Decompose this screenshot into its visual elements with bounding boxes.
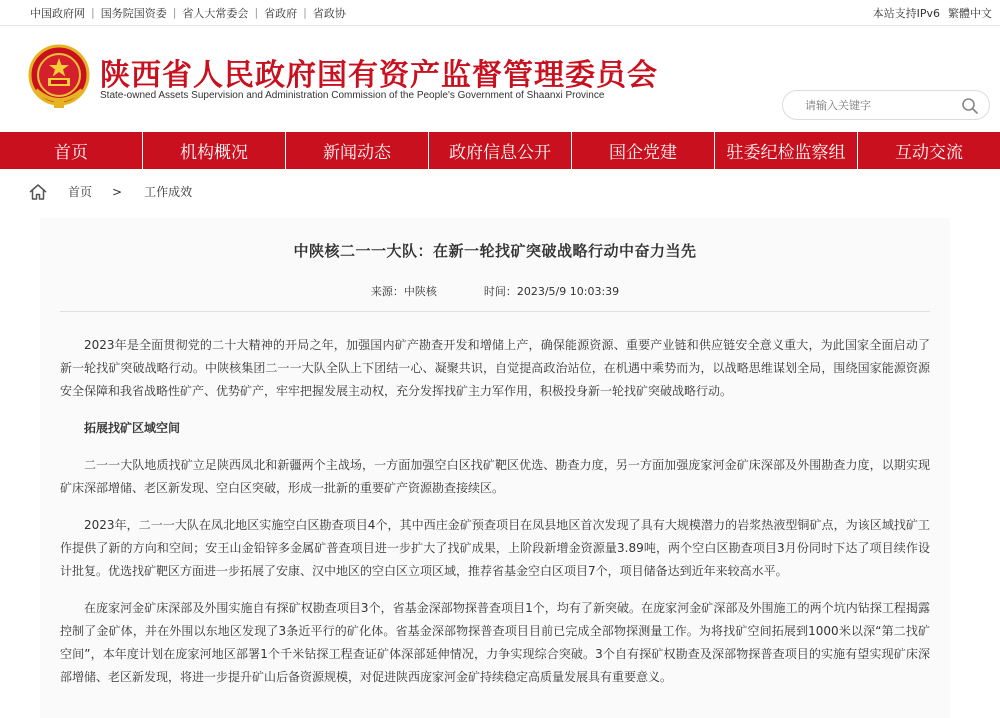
divider: |: [91, 6, 95, 19]
nav-organization[interactable]: 机构概况: [142, 132, 285, 169]
site-header: [0, 26, 1000, 130]
simplified-chinese-link[interactable]: 中文: [970, 6, 992, 20]
source-label: 来源：: [370, 285, 404, 298]
search-icon[interactable]: [961, 97, 979, 115]
breadcrumb: [0, 169, 1000, 214]
article-title: 中陕核二一一大队：在新一轮找矿突破战略行动中奋力当先: [293, 242, 697, 260]
traditional-chinese-link[interactable]: 繁體: [948, 6, 970, 20]
time-label: 时间：: [483, 285, 517, 298]
breadcrumb-current[interactable]: 工作成效: [144, 185, 193, 199]
national-emblem-icon: [28, 44, 90, 110]
site-subtitle-en: State-owned Assets Supervision and Administration Commission of the People's Government of Shaanxi Province: [100, 90, 605, 101]
top-link-npc[interactable]: 省人大常委会: [182, 6, 249, 20]
article-meta: [60, 283, 930, 312]
top-link-sasac[interactable]: 国务院国资委: [100, 6, 167, 20]
nav-interaction[interactable]: 互动交流: [857, 132, 1000, 169]
home-icon: [28, 182, 48, 202]
breadcrumb-home[interactable]: 首页: [68, 185, 93, 199]
divider: |: [254, 6, 259, 19]
site-title: 陕西省人民政府国有资产监督管理委员会: [100, 58, 658, 93]
nav-gov-info[interactable]: 政府信息公开: [428, 132, 571, 169]
top-link-cppcc[interactable]: 省政协: [312, 6, 346, 20]
divider: |: [172, 6, 177, 19]
nav-news[interactable]: 新闻动态: [285, 132, 428, 169]
source-value: 中陕核: [403, 285, 437, 298]
nav-discipline[interactable]: 驻委纪检监察组: [714, 132, 857, 169]
time-value: 2023/5/9 10:03:39: [516, 285, 620, 298]
article-paragraph: 在庞家河金矿床深部及外围实施自有探矿权勘查项目3个，省基金深部物探普查项目1个，均有了新突破。在庞家河金矿深部及外围施工的两个坑内钻探工程揭露控制了金矿体，并在外围以东地区发现了3条近平行的矿化体。省基金深部物探普查项目目前已完成全部物探测量工作。为将找矿空间拓展到1000米以深“第二找矿空间”，本年度计划在庞家河地区部署1个千米钻探工程查证矿体深部延伸情况，力争实现综合突破。3个自有探矿权勘查及深部物探普查项目的实施有望实现矿床深部增储、老区新发现，将进一步提升矿山后备资源规模，对促进陕西庞家河金矿持续稳定高质量发展具有重要意义。: [60, 601, 930, 684]
top-utility-bar: [0, 0, 1000, 26]
article-paragraph: 二一一大队地质找矿立足陕西凤北和新疆两个主战场，一方面加强空白区找矿靶区优选、勘查力度，另一方面加强庞家河金矿床深部及外围勘查力度，以期实现矿床深部增储、老区新发现、空白区突破，形成一批新的重要矿产资源勘查接续区。: [60, 458, 930, 495]
nav-party-building[interactable]: 国企党建: [571, 132, 714, 169]
breadcrumb-separator: >: [112, 184, 123, 199]
article-paragraph: 2023年是全面贯彻党的二十大精神的开局之年，加强国内矿产勘查开发和增储上产，确保能源资源、重要产业链和供应链安全意义重大，为此国家全面启动了新一轮找矿突破战略行动。中陕核集团二一一大队全队上下团结一心、凝聚共识，自觉提高政治站位，在机遇中乘势而为，以战略思维谋划全局，围绕国家能源资源安全保障和我省战略性矿产、优势矿产，牢牢把握发展主动权，充分发挥找矿主力军作用，积极投身新一轮找矿突破战略行动。: [60, 338, 930, 398]
main-nav: [0, 132, 1000, 169]
top-link-province[interactable]: 省政府: [264, 6, 298, 20]
search-box: [782, 90, 990, 120]
article-panel: [40, 218, 950, 718]
article-subheading: 拓展找矿区域空间: [84, 421, 181, 435]
top-links: [30, 5, 346, 21]
article-paragraph: 2023年，二一一大队在凤北地区实施空白区勘查项目4个，其中西庄金矿预查项目在凤县地区首次发现了具有大规模潜力的岩浆热液型铜矿点，为该区域找矿工作提供了新的方向和空间；安王山金铅锌多金属矿普查项目进一步扩大了找矿成果，上阶段新增金资源量3.89吨，两个空白区勘查项目3月份同时下达了项目续作设计批复。优选找矿靶区方面进一步拓展了安康、汉中地区的空白区立项区域，推荐省基金空白区项目7个，项目储备达到近年来较高水平。: [60, 518, 930, 578]
ipv6-label: 本站支持IPv6: [872, 6, 940, 20]
article-body: [60, 334, 930, 689]
search-input[interactable]: [783, 90, 967, 120]
nav-home[interactable]: 首页: [54, 143, 88, 163]
top-right-tools: [873, 5, 992, 21]
top-link-gov[interactable]: 中国政府网: [30, 6, 85, 20]
divider: |: [303, 6, 307, 19]
